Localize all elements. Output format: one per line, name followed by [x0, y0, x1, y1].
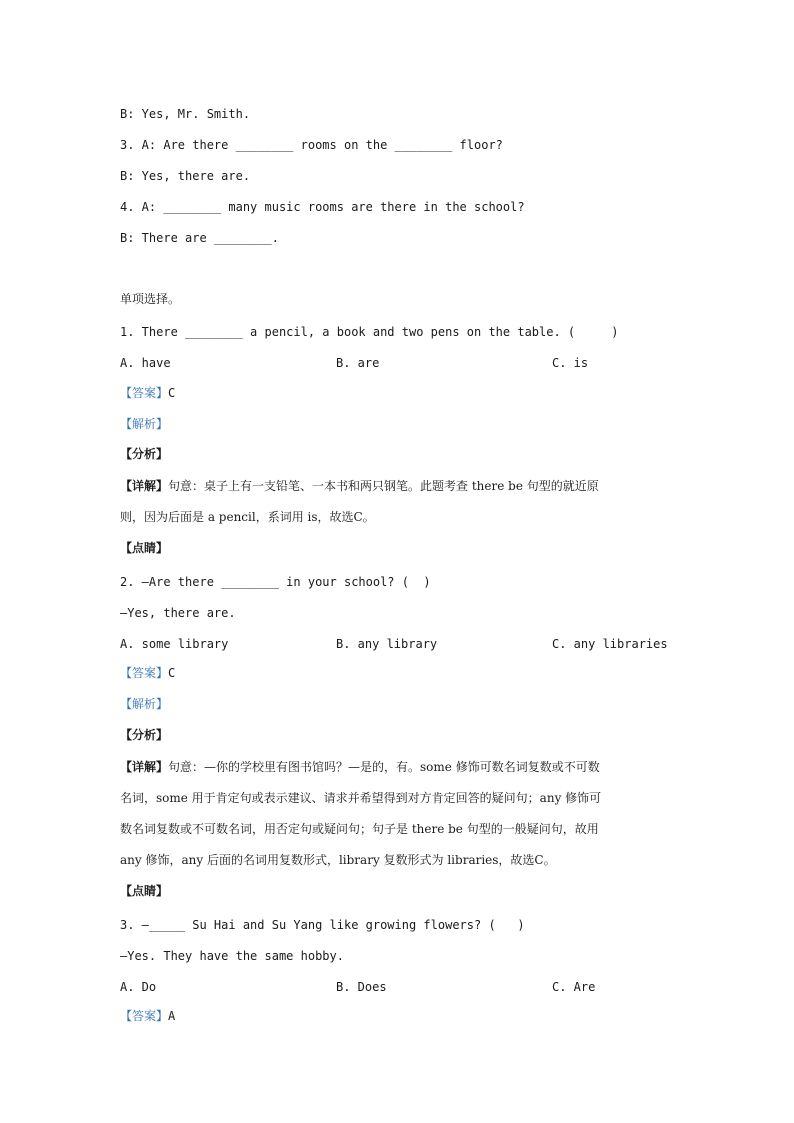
- question-2-option-b: B. any library: [336, 637, 438, 651]
- question-3-option-b: B. Does: [336, 980, 387, 994]
- question-1-analysis-label: 【解析】: [120, 417, 169, 431]
- answer-label: 【答案】: [120, 1009, 169, 1023]
- dialog-q4-b: B: There are ________.: [120, 231, 279, 245]
- dialog-q3-b: B: Yes, there are.: [120, 169, 251, 183]
- question-1-option-c: C. is: [552, 356, 589, 370]
- question-1-detail-2: 则，因为后面是 a pencil，系词用 is，故选C。: [120, 510, 375, 524]
- question-1-option-b: B. are: [336, 356, 380, 370]
- question-2-detail-4: any 修饰，any 后面的名词用复数形式，library 复数形式为 libraries，故选C。: [120, 853, 556, 867]
- question-2-stem: 2. —Are there ________ in your school? ( ): [120, 575, 431, 589]
- question-3-stem-reply: —Yes. They have the same hobby.: [120, 949, 344, 963]
- detail-text: 句意：—你的学校里有图书馆吗？—是的，有。some 修饰可数名词复数或不可数: [168, 760, 600, 774]
- question-2-option-a: A. some library: [120, 637, 229, 651]
- question-2-analysis-label: 【解析】: [120, 697, 169, 711]
- question-3-answer: [120, 1008, 175, 1024]
- dialog-b-smith: B: Yes, Mr. Smith.: [120, 107, 251, 121]
- question-2-comment-label: 【点睛】: [120, 884, 169, 898]
- detail-label: 【详解】: [120, 760, 169, 774]
- answer-label: 【答案】: [120, 666, 169, 680]
- question-3-stem: 3. —_____ Su Hai and Su Yang like growing flowers? ( ): [120, 918, 525, 932]
- question-2-fenxi-label: 【分析】: [120, 728, 169, 742]
- answer-value: A: [168, 1009, 176, 1023]
- question-1-comment-label: 【点睛】: [120, 541, 169, 555]
- dialog-q4-a: 4. A: ________ many music rooms are there in the school?: [120, 200, 525, 214]
- question-2-stem-reply: —Yes, there are.: [120, 606, 236, 620]
- detail-label: 【详解】: [120, 479, 169, 493]
- question-2-detail-1: [120, 759, 600, 775]
- answer-value: C: [168, 386, 176, 400]
- question-1-option-a: A. have: [120, 356, 171, 370]
- question-1-stem: 1. There ________ a pencil, a book and two pens on the table. ( ): [120, 325, 619, 339]
- question-1-answer: [120, 385, 175, 401]
- question-3-option-a: A. Do: [120, 980, 157, 994]
- question-1-fenxi-label: 【分析】: [120, 447, 169, 461]
- question-2-detail-3: 数名词复数或不可数名词，用否定句或疑问句；句子是 there be 句型的一般疑问句，故用: [120, 822, 599, 836]
- section-title: 单项选择。: [120, 292, 181, 306]
- dialog-q3-a: 3. A: Are there ________ rooms on the ________ floor?: [120, 138, 503, 152]
- detail-text: 句意：桌子上有一支铅笔、一本书和两只钢笔。此题考查 there be 句型的就近原: [168, 479, 599, 493]
- answer-value: C: [168, 666, 176, 680]
- answer-label: 【答案】: [120, 386, 169, 400]
- question-1-detail-1: [120, 478, 599, 494]
- question-3-option-c: C. Are: [552, 980, 596, 994]
- question-2-option-c: C. any libraries: [552, 637, 668, 651]
- question-2-answer: [120, 665, 175, 681]
- question-2-detail-2: 名词，some 用于肯定句或表示建议、请求并希望得到对方肯定回答的疑问句；any 修饰可: [120, 791, 602, 805]
